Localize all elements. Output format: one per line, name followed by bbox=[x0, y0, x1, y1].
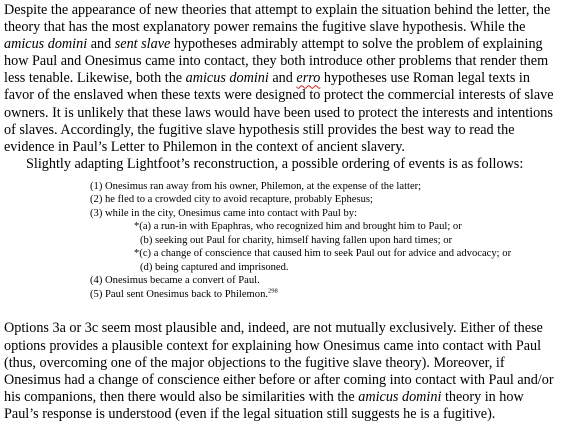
footnote-marker[interactable]: 298 bbox=[268, 287, 278, 295]
text-run: theory in how bbox=[441, 388, 524, 405]
text-line: Paul’s response is understood (even if the legal situation still suggests he is a fugitive). bbox=[4, 405, 496, 422]
text-line: Despite the appearance of new theories that attempt to explain the situation behind the letter, the bbox=[4, 2, 551, 18]
italic-term: amicus domini bbox=[4, 36, 88, 53]
text-run: and bbox=[268, 70, 297, 87]
text-line: Slightly adapting Lightfoot’s reconstruction, a possible ordering of events is as follows: bbox=[26, 155, 524, 172]
list-subitem: (d) being captured and imprisoned. bbox=[140, 261, 289, 273]
text-line: (thus, overcoming one of the major objections to the fugitive slave theory). Moreover, if bbox=[4, 354, 505, 371]
text-run: and bbox=[87, 36, 115, 53]
text-run: hypotheses admirably attempt to solve the problem of explaining bbox=[170, 36, 543, 53]
text-run: hypotheses use Roman legal texts in bbox=[320, 70, 530, 87]
list-item: (2) he fled to a crowded city to avoid recapture, probably Ephesus; bbox=[90, 194, 373, 206]
spellcheck-flagged-word[interactable]: erro bbox=[296, 70, 321, 87]
event-ordering-list bbox=[4, 180, 569, 302]
list-item: (4) Onesimus became a convert of Paul. bbox=[90, 275, 260, 287]
text-run: less tenable. Likewise, both the bbox=[4, 70, 186, 87]
list-subitem: (b) seeking out Paul for charity, himself having fallen upon hard times; or bbox=[140, 234, 453, 246]
text-line: Options 3a or 3c seem most plausible and, indeed, are not mutually exclusively. Either of these bbox=[4, 320, 543, 337]
italic-term: sent slave bbox=[114, 36, 171, 53]
list-subitem: *(a) a run-in with Epaphras, who recognized him and brought him to Paul; or bbox=[134, 221, 462, 233]
list-item: (3) while in the city, Onesimus came into contact with Paul by: bbox=[90, 207, 358, 219]
document-page bbox=[4, 2, 569, 423]
italic-term: amicus domini bbox=[185, 70, 269, 87]
text-line bbox=[4, 389, 569, 406]
text-line bbox=[4, 36, 569, 53]
text-run: (5) Paul sent Onesimus back to Philemon. bbox=[90, 288, 269, 300]
paragraph-fugitive-slave-hypothesis bbox=[4, 2, 569, 173]
text-run: his companions, then there would also be similarities with the bbox=[4, 388, 359, 405]
italic-term: amicus domini bbox=[358, 388, 442, 405]
list-subitem: *(c) a change of conscience that caused him to seek Paul out for advice and advocacy; or bbox=[134, 248, 512, 260]
text-line: of slaves. Accordingly, the fugitive slave hypothesis still provides the best way to read the bbox=[4, 121, 515, 138]
text-line: Onesimus had a change of conscience either before or after coming into contact with Paul and/or bbox=[4, 371, 554, 388]
text-line: how Paul and Onesimus came into contact, they both introduce other problems that render them bbox=[4, 53, 549, 70]
text-line: theory that has the most explanatory power remains the fugitive slave hypothesis. While the bbox=[4, 19, 526, 36]
list-item: (1) Onesimus ran away from his owner, Philemon, at the expense of the latter; bbox=[90, 180, 422, 192]
paragraph-options-discussion bbox=[4, 320, 569, 423]
text-line: owners. It is unlikely that these laws would have been used to protect the interests and intentions bbox=[4, 104, 553, 121]
text-line: evidence in Paul’s Letter to Philemon in the context of ancient slavery. bbox=[4, 138, 405, 155]
text-line bbox=[4, 70, 569, 87]
text-line: options provides a plausible context for explaining how Onesimus came into contact with Paul bbox=[4, 337, 542, 354]
list-item bbox=[4, 288, 569, 302]
text-line: favor of the enslaved when these texts were designed to protect the commercial interests of slave bbox=[4, 87, 554, 104]
